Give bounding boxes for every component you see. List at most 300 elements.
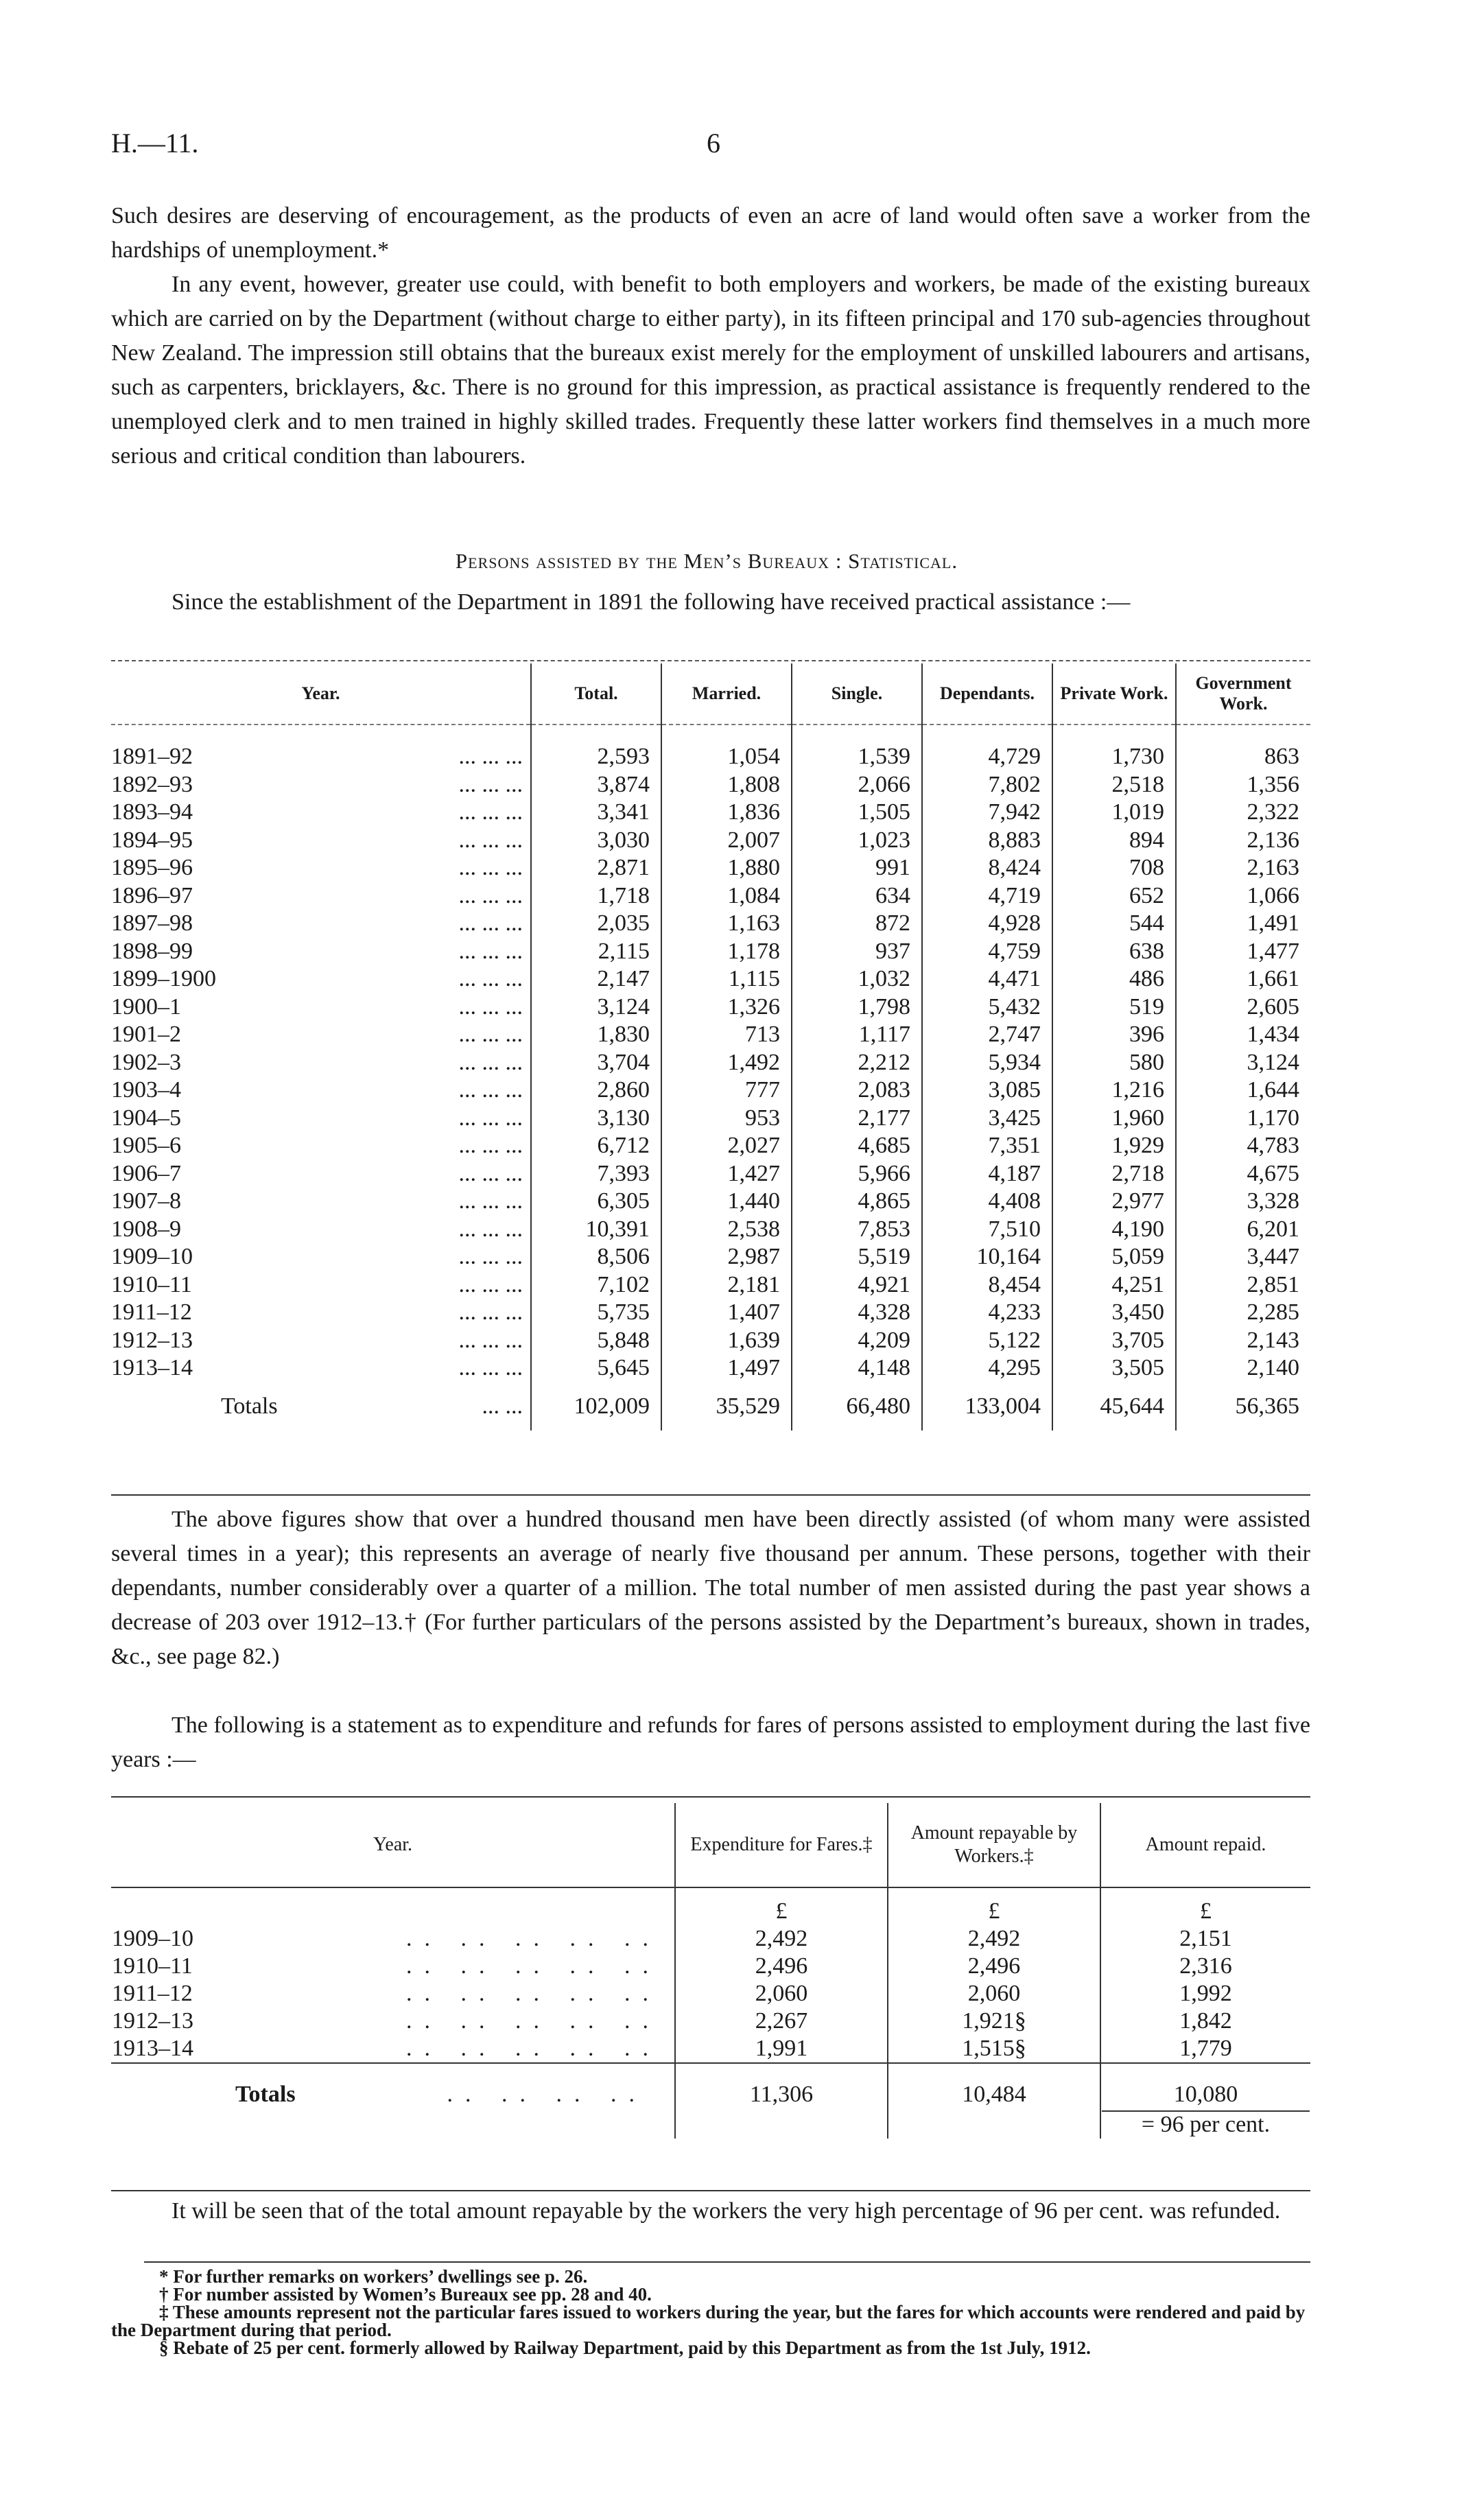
totals-cell: 56,365 — [1176, 1382, 1310, 1430]
totals-cell: 102,009 — [531, 1382, 661, 1430]
table1-bottom-rule — [111, 1494, 1310, 1496]
row-year-cell — [111, 993, 531, 1022]
table-cell: 7,510 — [922, 1216, 1052, 1244]
table-cell: 1,929 — [1052, 1132, 1176, 1160]
row-year-cell — [111, 2035, 675, 2063]
paragraph-5: The following is a statement as to expenditure and refunds for fares of persons assisted to employment during the last five years :— — [111, 1712, 1310, 1772]
table-cell: 1,216 — [1052, 1076, 1176, 1105]
table-cell: 1,084 — [661, 882, 792, 910]
table-cell: 1,054 — [661, 725, 792, 771]
table-cell: 6,305 — [531, 1188, 661, 1216]
table-cell: 5,645 — [531, 1354, 661, 1382]
table-cell: 4,719 — [922, 882, 1052, 910]
table-cell: 2,496 — [888, 1953, 1100, 1980]
table-cell: 396 — [1052, 1021, 1176, 1049]
dot-leader: ... ... ... — [458, 827, 523, 853]
table-cell: 1,718 — [531, 882, 661, 910]
row-year: 1901–2 — [111, 1022, 181, 1047]
table-cell: 638 — [1052, 938, 1176, 966]
table-row — [111, 993, 1310, 1022]
table-cell: 1,440 — [661, 1188, 792, 1216]
footnote-4: § Rebate of 25 per cent. formerly allowed by Railway Department, paid by this Department as from the 1st July, 1912. — [159, 2338, 1091, 2358]
table-row — [111, 2035, 1310, 2063]
table-cell: 1,170 — [1176, 1105, 1310, 1133]
totals-cell: 10,484 — [888, 2063, 1100, 2139]
row-year: 1909–10 — [112, 1926, 193, 1951]
table-cell: 4,685 — [792, 1132, 922, 1160]
dot-leader: ... ... ... — [458, 882, 523, 908]
table-cell: 2,066 — [792, 771, 922, 799]
table-cell: 5,432 — [922, 993, 1052, 1022]
table-row — [111, 882, 1310, 910]
table-cell: 1,356 — [1176, 771, 1310, 799]
table-row — [111, 1271, 1310, 1299]
row-year-cell — [111, 2007, 675, 2035]
table-cell: 3,425 — [922, 1105, 1052, 1133]
totals-cell: 133,004 — [922, 1382, 1052, 1430]
table-cell: 2,060 — [888, 1980, 1100, 2007]
totals-cell: 35,529 — [661, 1382, 792, 1430]
table-cell: 4,251 — [1052, 1271, 1176, 1299]
table-cell: 8,424 — [922, 854, 1052, 882]
row-year-cell — [111, 1299, 531, 1327]
table-cell: 8,454 — [922, 1271, 1052, 1299]
footnote-rule — [144, 2261, 1310, 2263]
col-header-total: Total. — [531, 663, 661, 725]
dot-leader: ... ... ... — [458, 1188, 523, 1214]
table-cell: 1,639 — [661, 1327, 792, 1355]
row-year: 1894–95 — [111, 827, 193, 853]
table-cell: 2,035 — [531, 910, 661, 938]
row-year-cell — [111, 725, 531, 771]
table-row — [111, 799, 1310, 827]
table-cell: 2,593 — [531, 725, 661, 771]
totals-cell: 45,644 — [1052, 1382, 1176, 1430]
table-cell: 7,853 — [792, 1216, 922, 1244]
table-cell: 2,322 — [1176, 799, 1310, 827]
row-year-cell — [111, 1953, 675, 1980]
row-year: 1913–14 — [112, 2036, 193, 2061]
col-header-married: Married. — [661, 663, 792, 725]
table-cell: 2,492 — [888, 1925, 1100, 1953]
paragraph-4: The above figures show that over a hundred thousand men have been directly assisted (of whom many were assisted several times in a year); this represents an average of nearly five thousand per annum. These persons, together with their dependants, number considerably over a quarter of a million. The total number of men assisted during the past year shows a decrease of 203 over 1912–13.† (For further particulars of the persons assisted by the Department’s bureaux, shown in trades, &c., see page 82.) — [111, 1507, 1310, 1669]
table-cell: 8,883 — [922, 827, 1052, 855]
table-row — [111, 827, 1310, 855]
table-row — [111, 1105, 1310, 1133]
table-cell: 4,328 — [792, 1299, 922, 1327]
row-year-cell — [111, 1132, 531, 1160]
dot-leader: .. .. .. .. — [447, 2082, 647, 2107]
row-year: 1892–93 — [111, 771, 193, 797]
table-cell: 2,851 — [1176, 1271, 1310, 1299]
table-row — [111, 1299, 1310, 1327]
row-year-cell — [111, 1105, 531, 1133]
t2-col-header-expenditure: Expenditure for Fares.‡ — [675, 1803, 888, 1887]
dot-leader: ... ... ... — [458, 966, 523, 991]
col-header-single: Single. — [792, 663, 922, 725]
table-cell: 3,705 — [1052, 1327, 1176, 1355]
row-year: 1904–5 — [111, 1105, 181, 1131]
dot-leader: .. .. .. .. .. — [406, 1953, 661, 1979]
table-cell: 1,066 — [1176, 882, 1310, 910]
row-year-cell — [111, 799, 531, 827]
row-year-cell — [111, 1271, 531, 1299]
table-cell: 2,977 — [1052, 1188, 1176, 1216]
table-cell: 1,798 — [792, 993, 922, 1022]
table-cell: 2,492 — [675, 1925, 888, 1953]
currency-unit: £ — [888, 1887, 1100, 1925]
table-row — [111, 965, 1310, 993]
table-cell: 3,704 — [531, 1049, 661, 1077]
table-cell: 2,143 — [1176, 1327, 1310, 1355]
table-cell: 1,730 — [1052, 725, 1176, 771]
t2-col-header-year: Year. — [111, 1803, 675, 1887]
row-year-cell — [111, 1160, 531, 1188]
row-year: 1911–12 — [111, 1299, 192, 1325]
table-cell: 4,190 — [1052, 1216, 1176, 1244]
dot-leader: ... ... ... — [458, 993, 523, 1020]
row-year: 1912–13 — [111, 1327, 193, 1353]
table-cell: 1,497 — [661, 1354, 792, 1382]
table-row — [111, 725, 1310, 771]
table-cell: 519 — [1052, 993, 1176, 1022]
table-cell: 2,860 — [531, 1076, 661, 1105]
table-cell: 7,102 — [531, 1271, 661, 1299]
page-number: 6 — [707, 128, 720, 158]
row-year-cell — [111, 1216, 531, 1244]
table-cell: 2,518 — [1052, 771, 1176, 799]
t2-col-header-repayable: Amount repayable by Workers.‡ — [888, 1803, 1100, 1887]
dot-leader: ... ... ... — [458, 771, 523, 797]
dot-leader: ... ... ... — [458, 1022, 523, 1047]
paragraph-1: Such desires are deserving of encouragement, as the products of even an acre of land would often save a worker from the hardships of unemployment.* — [111, 203, 1310, 263]
table-cell: 2,605 — [1176, 993, 1310, 1022]
row-year: 1913–14 — [111, 1355, 193, 1380]
table-cell: 5,934 — [922, 1049, 1052, 1077]
row-year: 1911–12 — [112, 1981, 193, 2006]
table-cell: 5,966 — [792, 1160, 922, 1188]
row-year-cell — [111, 910, 531, 938]
row-year: 1895–96 — [111, 855, 193, 880]
table-cell: 1,023 — [792, 827, 922, 855]
table-cell: 1,779 — [1100, 2035, 1310, 2063]
table-row — [111, 854, 1310, 882]
col-header-private-work: Private Work. — [1052, 663, 1176, 725]
dot-leader: ... ... ... — [458, 855, 523, 880]
table-row — [111, 1021, 1310, 1049]
table-cell: 5,122 — [922, 1327, 1052, 1355]
table-row — [111, 1076, 1310, 1105]
dot-leader: ... ... ... — [458, 1160, 523, 1186]
table-cell: 6,201 — [1176, 1216, 1310, 1244]
table-cell: 544 — [1052, 910, 1176, 938]
dot-leader: ... ... ... — [458, 1077, 523, 1103]
table-row — [111, 1243, 1310, 1271]
table-cell: 1,427 — [661, 1160, 792, 1188]
row-year: 1902–3 — [111, 1049, 181, 1075]
row-year: 1893–94 — [111, 799, 193, 825]
table-cell: 2,212 — [792, 1049, 922, 1077]
dot-leader: .. .. .. .. .. — [406, 1981, 661, 2006]
row-year-cell — [111, 1980, 675, 2007]
table1-top-rule — [111, 660, 1310, 661]
table-row — [111, 2007, 1310, 2035]
table-cell: 2,163 — [1176, 854, 1310, 882]
dot-leader: ... ... ... — [458, 799, 523, 825]
row-year: 1909–10 — [111, 1244, 193, 1269]
paragraph-2: In any event, however, greater use could, with benefit to both employers and workers, be made of the existing bureaux which are carried on by the Department (without charge to either party), in its fifteen principal and 170 sub-agencies throughout New Zealand. The impression still obtains that the bureaux exist merely for the employment of unskilled labourers and artisans, such as carpenters, bricklayers, &c. There is no ground for this impression, as practical assistance is frequently rendered to the unemployed clerk and to men trained in highly skilled trades. Frequently these latter workers find themselves in a much more serious and critical condition than labourers. — [111, 272, 1310, 469]
col-header-year: Year. — [111, 663, 531, 725]
row-year-cell — [111, 938, 531, 966]
footnote-1: * For further remarks on workers’ dwellings see p. 26. — [159, 2266, 588, 2287]
row-year: 1898–99 — [111, 938, 193, 964]
table-cell: 4,729 — [922, 725, 1052, 771]
totals-label: Totals — [235, 2082, 296, 2107]
table-cell: 3,130 — [531, 1105, 661, 1133]
table-cell: 1,836 — [661, 799, 792, 827]
dot-leader: ... ... — [482, 1393, 523, 1419]
table-row — [111, 1980, 1310, 2007]
table-cell: 10,164 — [922, 1243, 1052, 1271]
table-cell: 10,391 — [531, 1216, 661, 1244]
totals-row — [111, 1382, 1310, 1430]
table-cell: 872 — [792, 910, 922, 938]
table-cell: 4,295 — [922, 1354, 1052, 1382]
table-cell: 3,505 — [1052, 1354, 1176, 1382]
table-cell: 1,407 — [661, 1299, 792, 1327]
table-cell: 2,987 — [661, 1243, 792, 1271]
table-cell: 3,341 — [531, 799, 661, 827]
table-cell: 5,059 — [1052, 1243, 1176, 1271]
table-row — [111, 1354, 1310, 1382]
table-cell: 4,209 — [792, 1327, 922, 1355]
fares-expenditure-table — [111, 1803, 1310, 2139]
col-header-dependants: Dependants. — [922, 663, 1052, 725]
row-year: 1896–97 — [111, 882, 193, 908]
table-cell: 1,960 — [1052, 1105, 1176, 1133]
table-cell: 4,921 — [792, 1271, 922, 1299]
units-row — [111, 1887, 1310, 1925]
table-cell: 652 — [1052, 882, 1176, 910]
table-cell: 7,351 — [922, 1132, 1052, 1160]
table-cell: 4,187 — [922, 1160, 1052, 1188]
dot-leader: ... ... ... — [458, 1355, 523, 1380]
section-heading: Persons assisted by the Men’s Bureaux : Statistical. — [455, 549, 958, 573]
table-row — [111, 1160, 1310, 1188]
table-cell: 1,178 — [661, 938, 792, 966]
table-row — [111, 771, 1310, 799]
row-year: 1899–1900 — [111, 966, 216, 991]
row-year: 1907–8 — [111, 1188, 181, 1214]
table-row — [111, 1216, 1310, 1244]
table-cell: 2,147 — [531, 965, 661, 993]
totals-repaid-cell — [1100, 2063, 1310, 2139]
table-cell: 486 — [1052, 965, 1176, 993]
table-cell: 4,675 — [1176, 1160, 1310, 1188]
table-cell: 1,326 — [661, 993, 792, 1022]
table-cell: 1,019 — [1052, 799, 1176, 827]
table-cell: 1,921§ — [888, 2007, 1100, 2035]
table-cell: 2,177 — [792, 1105, 922, 1133]
dot-leader: ... ... ... — [458, 1105, 523, 1131]
row-year-cell — [111, 882, 531, 910]
table-cell: 1,991 — [675, 2035, 888, 2063]
dot-leader: ... ... ... — [458, 1133, 523, 1158]
table-cell: 3,124 — [1176, 1049, 1310, 1077]
paragraph-6: It will be seen that of the total amount repayable by the workers the very high percentage of 96 per cent. was refunded. — [172, 2198, 1281, 2224]
table-cell: 7,942 — [922, 799, 1052, 827]
table-cell: 1,992 — [1100, 1980, 1310, 2007]
dot-leader: ... ... ... — [458, 1327, 523, 1353]
totals-label-cell — [111, 1382, 531, 1430]
table-cell: 4,471 — [922, 965, 1052, 993]
table-cell: 1,115 — [661, 965, 792, 993]
table-cell: 3,030 — [531, 827, 661, 855]
table-cell: 863 — [1176, 725, 1310, 771]
dot-leader: ... ... ... — [458, 1271, 523, 1297]
row-year: 1891–92 — [111, 744, 193, 769]
table-cell: 2,181 — [661, 1271, 792, 1299]
table-cell: 2,060 — [675, 1980, 888, 2007]
totals-label: Totals — [221, 1393, 278, 1419]
row-year-cell — [111, 771, 531, 799]
table-cell: 2,538 — [661, 1216, 792, 1244]
table-row — [111, 1925, 1310, 1953]
table-cell: 2,718 — [1052, 1160, 1176, 1188]
row-year: 1910–11 — [112, 1953, 193, 1979]
table-row — [111, 1049, 1310, 1077]
table-cell: 2,747 — [922, 1021, 1052, 1049]
table-cell: 3,874 — [531, 771, 661, 799]
dot-leader: ... ... ... — [458, 938, 523, 964]
table-row — [111, 1132, 1310, 1160]
table-cell: 991 — [792, 854, 922, 882]
dot-leader: ... ... ... — [458, 910, 523, 936]
table-cell: 894 — [1052, 827, 1176, 855]
table-cell: 1,477 — [1176, 938, 1310, 966]
dot-leader: ... ... ... — [458, 1216, 523, 1242]
table-cell: 4,759 — [922, 938, 1052, 966]
table-cell: 2,007 — [661, 827, 792, 855]
table-cell: 2,151 — [1100, 1925, 1310, 1953]
table-cell: 2,316 — [1100, 1953, 1310, 1980]
table-cell: 2,140 — [1176, 1354, 1310, 1382]
table-cell: 5,519 — [792, 1243, 922, 1271]
table-cell: 4,928 — [922, 910, 1052, 938]
dot-leader: ... ... ... — [458, 1244, 523, 1269]
table-cell: 4,233 — [922, 1299, 1052, 1327]
table-cell: 2,496 — [675, 1953, 888, 1980]
table-cell: 708 — [1052, 854, 1176, 882]
table-cell: 777 — [661, 1076, 792, 1105]
totals-cell: 66,480 — [792, 1382, 922, 1430]
dot-leader: ... ... ... — [458, 1299, 523, 1325]
table2-top-rule — [111, 1796, 1310, 1798]
footnote-3: ‡ These amounts represent not the particular fares issued to workers during the year, but the fares for which accounts were rendered and paid by the Department during that period. — [111, 2302, 1306, 2340]
table-cell: 3,447 — [1176, 1243, 1310, 1271]
row-year-cell — [111, 1243, 531, 1271]
footnote-2: † For number assisted by Women’s Bureaux see pp. 28 and 40. — [159, 2284, 652, 2305]
table-cell: 2,285 — [1176, 1299, 1310, 1327]
totals-label-cell — [111, 2063, 675, 2139]
t2-col-header-repaid: Amount repaid. — [1100, 1803, 1310, 1887]
table-cell: 7,393 — [531, 1160, 661, 1188]
table-row — [111, 1188, 1310, 1216]
totals-cell: 11,306 — [675, 2063, 888, 2139]
document-reference: H.—11. — [111, 128, 199, 158]
table-cell: 713 — [661, 1021, 792, 1049]
table-cell: 1,163 — [661, 910, 792, 938]
dot-leader: .. .. .. .. .. — [406, 2008, 661, 2034]
table-cell: 1,492 — [661, 1049, 792, 1077]
row-year: 1912–13 — [112, 2008, 193, 2034]
table-cell: 1,842 — [1100, 2007, 1310, 2035]
table-cell: 580 — [1052, 1049, 1176, 1077]
row-year-cell — [111, 1327, 531, 1355]
totals-row — [111, 2063, 1310, 2139]
table-cell: 1,032 — [792, 965, 922, 993]
units-spacer — [111, 1887, 675, 1925]
row-year: 1910–11 — [111, 1271, 192, 1297]
table-cell: 2,267 — [675, 2007, 888, 2035]
totals-repaid-value: 10,080 — [1173, 2082, 1238, 2107]
table-cell: 1,434 — [1176, 1021, 1310, 1049]
table-cell: 1,808 — [661, 771, 792, 799]
row-year: 1900–1 — [111, 993, 181, 1020]
row-year: 1903–4 — [111, 1077, 181, 1103]
table-cell: 1,505 — [792, 799, 922, 827]
table-row — [111, 938, 1310, 966]
table-cell: 5,735 — [531, 1299, 661, 1327]
table-cell: 1,661 — [1176, 965, 1310, 993]
table-cell: 8,506 — [531, 1243, 661, 1271]
persons-assisted-table — [111, 663, 1310, 1430]
table-row — [111, 1327, 1310, 1355]
row-year-cell — [111, 1188, 531, 1216]
table-cell: 4,148 — [792, 1354, 922, 1382]
dot-leader: .. .. .. .. .. — [406, 1926, 661, 1951]
table-cell: 3,124 — [531, 993, 661, 1022]
table-cell: 953 — [661, 1105, 792, 1133]
row-year-cell — [111, 965, 531, 993]
table-cell: 2,871 — [531, 854, 661, 882]
row-year-cell — [111, 1925, 675, 1953]
table2-bottom-rule — [111, 2190, 1310, 2191]
table-cell: 2,115 — [531, 938, 661, 966]
row-year: 1905–6 — [111, 1133, 181, 1158]
footnotes — [111, 2268, 1310, 2357]
row-year-cell — [111, 1076, 531, 1105]
table-cell: 937 — [792, 938, 922, 966]
row-year: 1897–98 — [111, 910, 193, 936]
table-cell: 3,085 — [922, 1076, 1052, 1105]
table-cell: 1,539 — [792, 725, 922, 771]
table-cell: 2,027 — [661, 1132, 792, 1160]
dot-leader: .. .. .. .. .. — [406, 2036, 661, 2061]
currency-unit: £ — [675, 1887, 888, 1925]
currency-unit: £ — [1100, 1887, 1310, 1925]
table-cell: 1,117 — [792, 1021, 922, 1049]
row-year-cell — [111, 1354, 531, 1382]
table-cell: 3,450 — [1052, 1299, 1176, 1327]
row-year-cell — [111, 827, 531, 855]
dot-leader: ... ... ... — [458, 1049, 523, 1075]
table-cell: 1,830 — [531, 1021, 661, 1049]
row-year: 1906–7 — [111, 1160, 181, 1186]
table-cell: 4,408 — [922, 1188, 1052, 1216]
table-cell: 2,136 — [1176, 827, 1310, 855]
table-row — [111, 1953, 1310, 1980]
